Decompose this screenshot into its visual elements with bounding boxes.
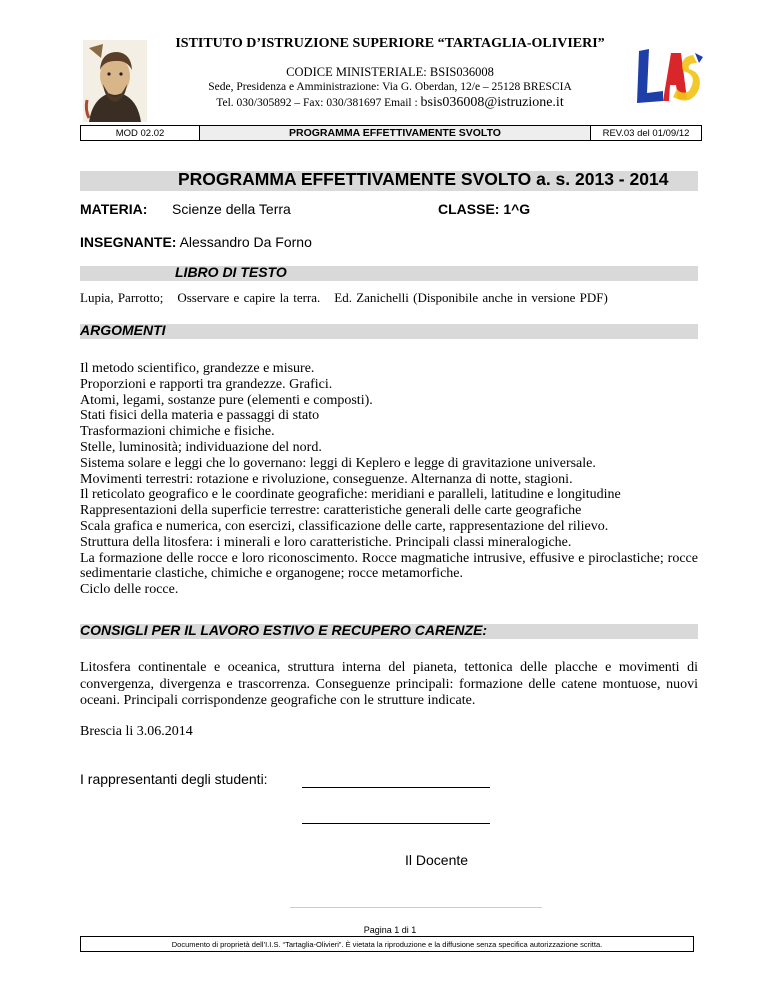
libro-title: Osservare e capire la terra.	[177, 290, 321, 305]
libro-heading: LIBRO DI TESTO	[175, 264, 287, 280]
list-item: Struttura della litosfera: i minerali e loro caratteristiche. Principali classi mineralogiche.	[80, 534, 572, 550]
list-item: Stati fisici della materia e passaggi di stato	[80, 408, 320, 424]
materia-label: MATERIA:	[80, 201, 148, 217]
tartaglia-portrait-icon	[83, 40, 147, 122]
email-link[interactable]: bsis036008@istruzione.it	[420, 95, 564, 110]
institute-name: ISTITUTO D’ISTRUZIONE SUPERIORE “TARTAGLIA-OLIVIERI”	[175, 36, 605, 51]
consigli-text: Litosfera continentale e oceanica, struttura interna del pianeta, tettonica delle placche e movimenti di convergenza, divergenza e trascorrenza. Conseguenze principali: formazione delle catene montuose, nuovi oceani. Principali corrispondenze geografiche con le strutture indicate.	[80, 660, 698, 708]
page-title: PROGRAMMA EFFETTIVAMENTE SVOLTO a. s. 2013 - 2014	[178, 169, 669, 189]
page-number: Pagina 1 di 1	[363, 925, 417, 935]
argomenti-heading-bar	[80, 324, 698, 339]
list-item: Il reticolato geografico e le coordinate geografiche: meridiani e paralleli, latitudine e longitudine	[80, 487, 621, 503]
insegnante-value: Alessandro Da Forno	[176, 234, 312, 250]
list-item: Scala grafica e numerica, con esercizi, classificazione delle carte, rappresentazione del rilievo.	[80, 518, 609, 534]
sede-address: Sede, Presidenza e Amministrazione: Via G. Oberdan, 12/e – 25128 BRESCIA	[208, 81, 572, 93]
docente-label: Il Docente	[405, 852, 469, 868]
libro-text	[80, 290, 622, 306]
materia-value: Scienze della Terra	[172, 201, 291, 217]
rappresentanti-label: I rappresentanti degli studenti:	[80, 771, 268, 787]
libro-authors: Lupia, Parrotto;	[80, 290, 164, 305]
insegnante-label: INSEGNANTE:	[80, 234, 177, 250]
footer-notice: Documento di proprietà dell’I.I.S. “Tartaglia-Olivieri”. È vietata la riproduzione e la diffusione senza specifica autorizzazione scritta.	[80, 936, 694, 952]
list-item: Sistema solare e leggi che lo governano: leggi di Keplero e legge di gravitazione universale.	[80, 455, 596, 471]
signature-line	[302, 822, 490, 824]
mod-title: PROGRAMMA EFFETTIVAMENTE SVOLTO	[200, 126, 591, 140]
list-item: Proporzioni e rapporti tra grandezze. Grafici.	[80, 376, 333, 392]
list-item: Trasformazioni chimiche e fisiche.	[80, 424, 275, 440]
list-item: Il metodo scientifico, grandezze e misure.	[80, 361, 315, 376]
insegnante-line	[80, 234, 312, 250]
codice-ministeriale: CODICE MINISTERIALE: BSIS036008	[286, 65, 494, 79]
list-item: Atomi, legami, sostanze pure (elementi e composti).	[80, 392, 373, 408]
mod-table	[80, 125, 702, 141]
libro-heading-bar	[80, 266, 698, 281]
libro-editor: Ed. Zanichelli (Disponibile anche in versione PDF)	[334, 290, 608, 305]
signature-line	[302, 786, 490, 788]
list-item: Ciclo delle rocce.	[80, 582, 179, 598]
contact-line	[170, 95, 610, 111]
list-item: Rappresentazioni della superficie terrestre: caratteristiche generali delle carte geografiche	[80, 503, 582, 519]
place-date: Brescia li 3.06.2014	[80, 724, 193, 739]
list-item: Stelle, luminosità; individuazione del nord.	[80, 439, 322, 455]
mod-code: MOD 02.02	[81, 126, 200, 140]
mod-revision: REV.03 del 01/09/12	[602, 127, 690, 139]
las-logo-icon	[633, 43, 705, 107]
footer-divider	[290, 907, 542, 908]
list-item: La formazione delle rocce e loro riconoscimento. Rocce magmatiche intrusive, effusive e piroclastiche; rocce sedimentarie clastiche, chimiche e organogene; rocce metamorfiche.	[80, 550, 698, 582]
argomenti-heading: ARGOMENTI	[80, 322, 166, 338]
tel-fax: Tel. 030/305892 – Fax: 030/381697 Email :	[216, 97, 421, 109]
list-item: Movimenti terrestri: rotazione e rivoluzione, conseguenze. Alternanza di notte, stagioni.	[80, 471, 573, 487]
argomenti-list	[80, 361, 698, 598]
consigli-heading: CONSIGLI PER IL LAVORO ESTIVO E RECUPERO CARENZE:	[80, 622, 488, 638]
classe-label: CLASSE: 1^G	[438, 201, 531, 217]
